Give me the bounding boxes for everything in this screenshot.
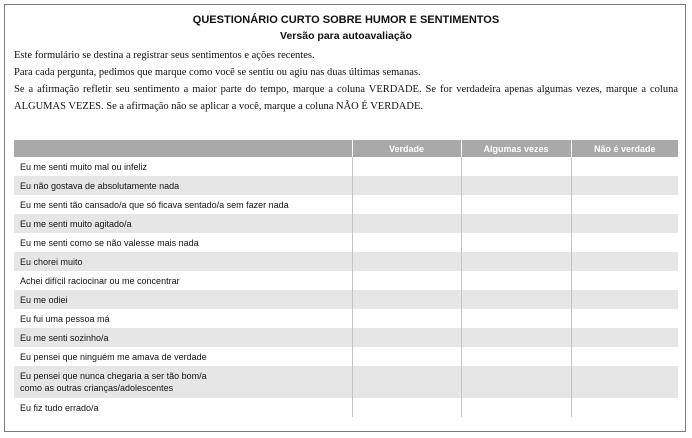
statement-text: Eu fui uma pessoa má [20, 313, 110, 324]
statement-cell [14, 195, 352, 214]
answer-cell-nao-e-verdade[interactable] [571, 271, 678, 290]
instruction-line-2: Para cada pergunta, pedimos que marque como você se sentiu ou agiu nas duas últimas semanas. [14, 67, 421, 78]
answer-cell-verdade[interactable] [352, 290, 461, 309]
answer-cell-nao-e-verdade[interactable] [571, 233, 678, 252]
statement-text: Eu me senti tão cansado/a que só ficava sentado/a sem fazer nada [20, 199, 289, 210]
answer-cell-nao-e-verdade[interactable] [571, 252, 678, 271]
statement-cell [14, 347, 352, 366]
answer-cell-algumas-vezes[interactable] [461, 176, 571, 195]
statement-text: Eu me odiei [20, 294, 68, 305]
table-row [14, 366, 678, 398]
answer-cell-algumas-vezes[interactable] [461, 290, 571, 309]
questionnaire-table [14, 140, 678, 417]
statement-cell [14, 157, 352, 176]
answer-cell-verdade[interactable] [352, 271, 461, 290]
answer-cell-algumas-vezes[interactable] [461, 328, 571, 347]
statement-cell [14, 214, 352, 233]
table-row [14, 290, 678, 309]
table-row [14, 252, 678, 271]
statement-text: Eu me senti sozinho/a [20, 332, 109, 343]
statement-cell [14, 233, 352, 252]
answer-cell-nao-e-verdade[interactable] [571, 328, 678, 347]
answer-cell-verdade[interactable] [352, 195, 461, 214]
answer-cell-verdade[interactable] [352, 214, 461, 233]
statement-text: Eu não gostava de absolutamente nada [20, 180, 180, 191]
statement-cell [14, 366, 352, 398]
answer-cell-nao-e-verdade[interactable] [571, 214, 678, 233]
answer-cell-verdade[interactable] [352, 233, 461, 252]
answer-cell-nao-e-verdade[interactable] [571, 309, 678, 328]
answer-cell-algumas-vezes[interactable] [461, 398, 571, 417]
form-subtitle: Versão para autoavaliação [280, 30, 412, 42]
header-verdade: Verdade [352, 140, 461, 157]
form-title: QUESTIONÁRIO CURTO SOBRE HUMOR E SENTIMENTOS [192, 14, 500, 26]
answer-cell-algumas-vezes[interactable] [461, 252, 571, 271]
instructions [14, 47, 678, 115]
statement-cell [14, 176, 352, 195]
table-row [14, 309, 678, 328]
answer-cell-verdade[interactable] [352, 157, 461, 176]
answer-cell-nao-e-verdade[interactable] [571, 157, 678, 176]
answer-cell-algumas-vezes[interactable] [461, 214, 571, 233]
answer-cell-verdade[interactable] [352, 366, 461, 398]
answer-cell-algumas-vezes[interactable] [461, 195, 571, 214]
answer-cell-nao-e-verdade[interactable] [571, 290, 678, 309]
statement-cell [14, 309, 352, 328]
statement-cell [14, 252, 352, 271]
table-row [14, 347, 678, 366]
answer-cell-algumas-vezes[interactable] [461, 157, 571, 176]
answer-cell-verdade[interactable] [352, 398, 461, 417]
statement-text: Eu me senti muito agitado/a [20, 218, 132, 229]
table-row [14, 157, 678, 176]
instruction-line-1: Este formulário se destina a registrar seus sentimentos e ações recentes. [14, 50, 315, 61]
answer-cell-algumas-vezes[interactable] [461, 271, 571, 290]
answer-cell-nao-e-verdade[interactable] [571, 398, 678, 417]
answer-cell-nao-e-verdade[interactable] [571, 176, 678, 195]
header-nao-e-verdade: Não é verdade [571, 140, 678, 157]
statement-text: Eu chorei muito [20, 256, 83, 267]
statement-text: Eu me senti muito mal ou infeliz [20, 161, 148, 172]
questionnaire-form [4, 4, 686, 432]
answer-cell-algumas-vezes[interactable] [461, 233, 571, 252]
table-row [14, 233, 678, 252]
table-row [14, 271, 678, 290]
statement-cell [14, 290, 352, 309]
answer-cell-verdade[interactable] [352, 252, 461, 271]
answer-cell-algumas-vezes[interactable] [461, 366, 571, 398]
answer-cell-nao-e-verdade[interactable] [571, 195, 678, 214]
statement-cell [14, 271, 352, 290]
answer-cell-verdade[interactable] [352, 176, 461, 195]
table-row [14, 328, 678, 347]
answer-cell-verdade[interactable] [352, 328, 461, 347]
answer-cell-verdade[interactable] [352, 347, 461, 366]
statement-text: Eu pensei que ninguém me amava de verdade [20, 351, 207, 362]
header-statement [14, 140, 352, 157]
statement-cell [14, 328, 352, 347]
table-row [14, 398, 678, 417]
table-row [14, 195, 678, 214]
header-algumas-vezes: Algumas vezes [461, 140, 571, 157]
table-row [14, 176, 678, 195]
statement-text: Eu fiz tudo errado/a [20, 402, 99, 413]
instruction-line-3: Se a afirmação refletir seu sentimento a maior parte do tempo, marque a coluna VERDADE. Se for verdadeira apenas algumas vezes, marque a coluna ALGUMAS VEZES. Se a afirmação não se aplicar a você, marque a coluna NÃO É VERDADE. [14, 84, 678, 112]
table-header-row [14, 140, 678, 157]
statement-text: Eu me senti como se não valesse mais nada [20, 237, 199, 248]
answer-cell-nao-e-verdade[interactable] [571, 366, 678, 398]
statement-text-line: como as outras crianças/adolescentes [20, 383, 174, 393]
table-row [14, 214, 678, 233]
answer-cell-algumas-vezes[interactable] [461, 347, 571, 366]
answer-cell-verdade[interactable] [352, 309, 461, 328]
answer-cell-nao-e-verdade[interactable] [571, 347, 678, 366]
answer-cell-algumas-vezes[interactable] [461, 309, 571, 328]
statement-text: Achei difícil raciocinar ou me concentrar [20, 275, 180, 286]
statement-text-line: Eu pensei que nunca chegaria a ser tão bom/a [20, 371, 207, 381]
statement-cell [14, 398, 352, 417]
